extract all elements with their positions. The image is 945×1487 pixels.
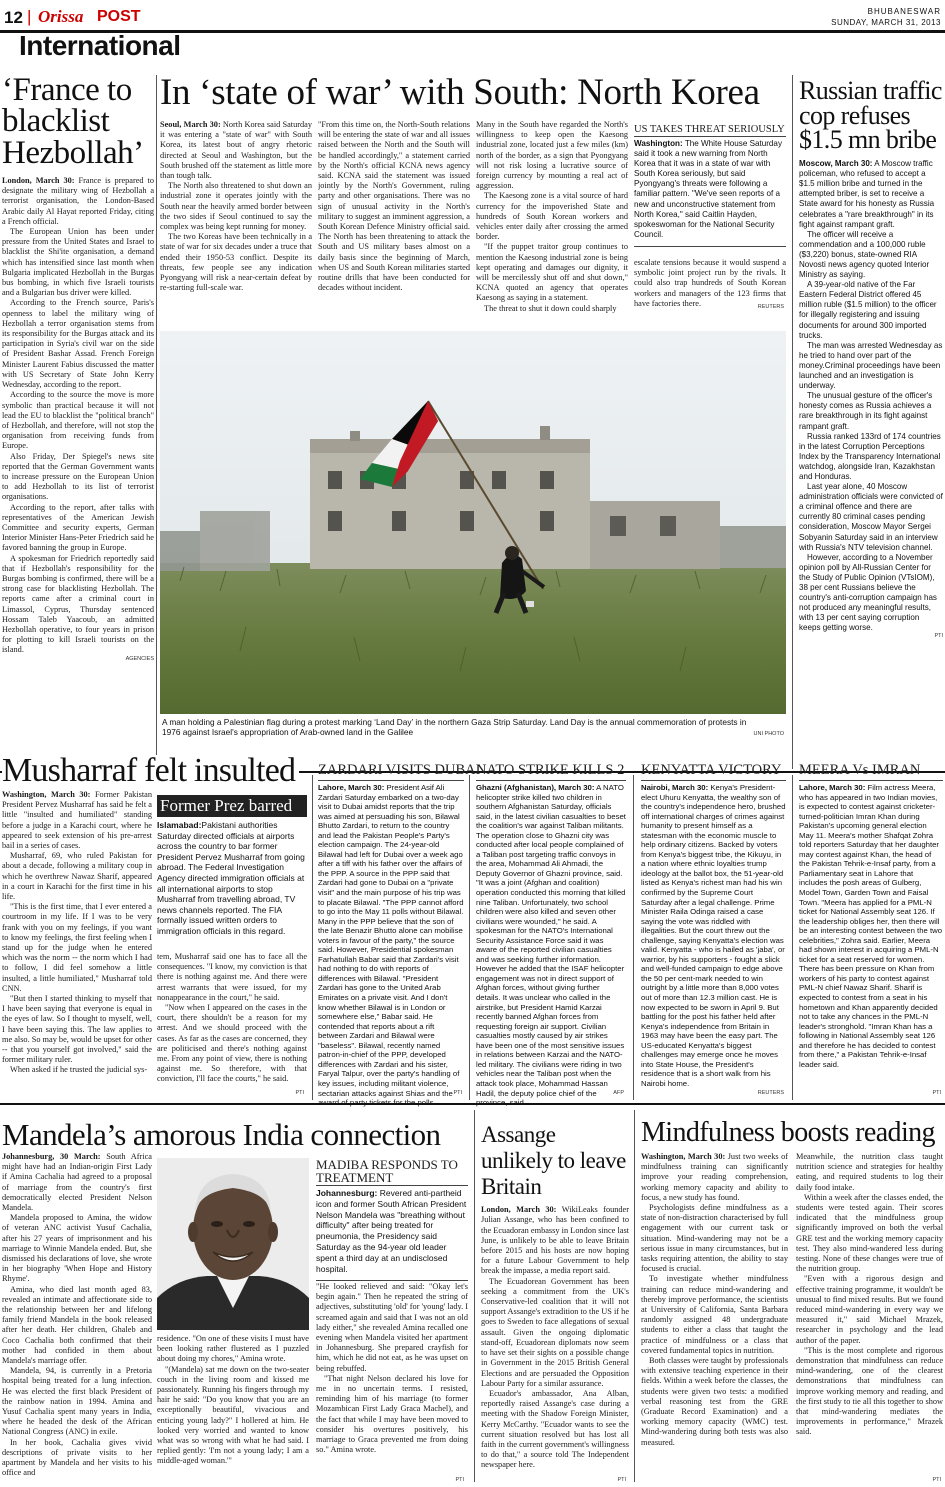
photo-credit: UNI PHOTO (753, 731, 784, 737)
story-kenyatta (641, 762, 786, 1109)
paragraph: The European Union has been under pressure from the United States and Israel to blacklist the Shi'ite organisation, a demand which has intensified since last month when Bulgaria implicated Hezbollah in the Burgas bus bombing, in which five Israeli tourists and a Bulgarian bus driver were killed. (2, 227, 154, 298)
korea-col-3 (476, 120, 628, 320)
korea-col-1 (160, 120, 312, 320)
paragraph: Mandela proposed to Amina, the widow of veteran ANC activist Yusuf Cachalia, after his 27 years of imprisonment and his marriage to Winnie Mandela ended. But, she dismissed his declarations of love, she wrote in her biography 'When Hope and History Rhyme'. (2, 1213, 152, 1284)
column-divider (633, 775, 634, 1100)
paragraph: The officer will receive a commendation and a 100,000 ruble ($3,220) bonus, state-owned RIA Novosti news agency quoted Interior Ministry as saying. (799, 229, 930, 280)
credit-zardari: PTI (453, 1090, 462, 1096)
dateline-korea: Seoul, March 30: (160, 120, 221, 129)
masthead (0, 0, 945, 64)
paragraph: President Asif Ali Zardari Saturday embarked on a two-day visit to Dubai amidst reports that the trip was aimed at persuading his son, Bilawal Bhutto Zardari, to return to the country and lead the Pakistan People's Party's election campaign. The 24-year-old Bilawal had left for Dubai over a week ago after a tiff with his father over the affairs of the PPP. A source in the PPP said that Zardari had gone to Dubai on a "private visit" and the main purpose of his trip was to placate Bilawal. "The PPP cannot afford to go into the May 11 polls without Bilawal. Many in the PPP believe that the son of the late Benazir Bhutto alone can mobilise voters in favour of the party," the source said. However, Presidential spokesman Farhatullah Babar said that Zardari's visit had nothing to do with reports of differences with Bilawal. "President Zardari has gone to the United Arab Emirates on a private visit. And I don't know whether Bilawal is in London or somewhere else," Babar said. He contended that reports about a rift between Zardari and Bilawal were "baseless". Bilawal, recently named patron-in-chief of the PPP, developed differences with Zardari and his sister, Faryal Talpur, over the party's handling of key issues, including militant violence, sectarian attacks against Shias and the award of party tickets for the polls. (318, 783, 464, 1108)
credit-mandela: PTI (455, 1477, 464, 1483)
box-text-mandela (316, 1188, 468, 1274)
headline-mindfulness: Mindfulness boosts reading (641, 1117, 935, 1148)
paragraph: "Even with a rigorous design and effective training programme, it wouldn't be unusual to find mixed results. But we found reduced mind-wandering in every way we measured it," said Michael Mrazek, researcher in psychology and the lead author of the paper. (796, 1274, 943, 1345)
body-hezbollah (2, 176, 154, 656)
dateline-nato: Ghazni (Afghanistan), March 30: (476, 783, 595, 792)
paragraph: Musharraf, 69, who ruled Pakistan for about a decade, following a military coup in which he overthrew Nawaz Sharif, appeared in a court in Karachi for the first time in his life. (2, 851, 152, 902)
dateline-mandela: Johannesburg, 30 March: (2, 1152, 101, 1161)
paragraph: Meanwhile, the nutrition class taught nutrition science and strategies for healthy eating, and required students to log their daily food intake. (796, 1152, 943, 1192)
paper-post: POST (97, 8, 141, 25)
korea-sidebar-box (634, 124, 786, 247)
paragraph: "If the puppet traitor group continues to mention the Kaesong industrial zone is being kept operating and damages our dignity, it will be mercilessly shut off and shut down," KCNA quoted an agency that operates Kaesong as saying in a statement. (476, 242, 628, 303)
paragraph: According to the source the move is more symbolic than practical because it will not lead the EU to blacklist the "political branch" of Hezbollah, and therefore, will not stop the organisation from receiving funds from Europe. (2, 390, 154, 451)
column-divider (792, 75, 793, 769)
story-korea (160, 72, 790, 113)
column-divider (469, 775, 470, 1100)
paragraph: However, according to a November opinion poll by All-Russian Center for the Study of Public Opinion (VTsIOM), 38 per cent Russians believe the country's anti-corruption campaign has not produced any meaningful results, with 13 per cent saying corruption keeps getting worse. (799, 552, 937, 633)
paragraph: WikiLeaks founder Julian Assange, who has been confined to the Ecuadoran embassy in London since last June, is unlikely to be able to leave Britain before 2015 and his hosts are now hoping for a future Labour Government to help break the impasse, a media report said. (481, 1205, 629, 1276)
paragraph: "He looked relieved and said: "Okay let's begin again." Then he repeated the string of adjectives, substituting 'old' for 'young' lady. I screamed again and said that I was not an old lady either," she revealed Amina recalled one evening when Mandela visited her apartment in Johannesburg. She prepared crayfish for him, which he did not eat, as he was upset on being rebuffed. (316, 1282, 468, 1373)
dateline-assange: London, March 30: (481, 1205, 557, 1215)
credit-musharraf: PTI (295, 1090, 304, 1096)
korea-col-4 (634, 258, 786, 310)
mandela-sidebar-box (316, 1158, 468, 1281)
credit-mindfulness: PTI (932, 1477, 941, 1483)
box-body: Pakistani authorities Saturday directed officials at airports across the country to bar former President Pervez Musharraf from going abroad. The Federal Investigation Agency directed immigration officials at all international airports to stop Musharraf from travelling abroad, TV news channels reported. The FIA formally issued written orders to immigration officials in this regard. (157, 820, 305, 936)
lead-hezbollah: France is prepared to designate the military wing of Hezbollah a terrorist organisation, the London-Based Arabic daily Al Hayat reported Friday, citing a French official. (2, 176, 154, 226)
paragraph: escalate tensions because it would suspend a symbolic joint project run by the rivals. It could also trap hundreds of South Korean workers and managers of the 123 firms that have factories there. (634, 258, 786, 308)
paragraph: "But then I started thinking to myself that I have been saying that everyone is equal in the eyes of law. So I thought to myself, well, I have been saying this. The law applies to me also. So may be, would be upset for other -- that you yourself got involved," said the former military ruler. (2, 994, 152, 1065)
box-title-mandela: MADIBA RESPONDS TO TREATMENT (316, 1158, 468, 1186)
paragraph: The two Koreas have been technically in a state of war for six decades under a truce that ended their 1950-53 conflict. Despite its threats, few people see any indication Pyongyang will risk a near-certain defeat by re-starting full-scale war. (160, 232, 312, 293)
mandela-portrait (157, 1158, 309, 1330)
section-title: International (19, 30, 181, 61)
story-nato (476, 762, 626, 1109)
paragraph: The Kaesong zone is a vital source of hard currency for the impoverished State and hundreds of South Korean workers and vehicles enter daily after crossing the armed border. (476, 191, 628, 242)
paragraph: Amina, who died last month aged 83, revealed an intimate and affectionate side to the relationship between her and lifelong family friend Mandela in the book released after her death. Her children, Ghaleb and Coco Cachalia both confirmed that their mother had confided in them about Mandela's marriage offer. (2, 1284, 152, 1366)
credit-meera: PTI (932, 1090, 941, 1096)
paragraph: "This is the first time, that I ever entered a courtroom in my life. If I was to be very frank with you on my feelings, if you want to know my feelings, the first feeling when I stand up for the judge when he entered which was the norm -- the norm which I had to follow, I did feel somehow a little insulted, a little humiliated," Musharraf told CNN. (2, 902, 152, 993)
paragraph: Also Friday, Der Spiegel's news site reported that the German Government wants to increase pressure on the European Union to add Hezbollah to its list of terrorist organisations. (2, 451, 154, 502)
paragraph: South Africa might have had an Indian-origin First Lady if Amina Cachalia had agreed to a proposal of marriage from the country's first democratically elected President Nelson Mandela. (2, 1152, 152, 1213)
paragraph: A NATO helicopter strike killed two children in southern Afghanistan Saturday, officials said, in the latest civilian casualties to beset the coalition's war against Taliban militants. The operation close to Ghazni city was conducted after local people complained of a Taliban post targeting traffic convoys in the area, Mohammad Ali Ahmadi, the Deputy Governor of Ghazni province, said. "It was a joint (Afghan and coalition) operation conducted this morning that killed nine Taliban. Unfortunately, two school children were also killed and seven other civilians were wounded," he said. A spokesman for the NATO's International Security Assistance Force said it was aware of the reported civilian casualties and was seeking further information. However he added that the ISAF helicopter engagement was not in direct support of Afghan forces, without giving further details. It was unclear who called in the airstrike, but President Hamid Karzai recently banned Afghan forces from requesting foreign air support. Civilian casualties mostly caused by air strikes have been one of the most sensitive issues in relations between Karzai and the NATO-led military. The civilians were riding in two vehicles near the Taliban post when the attack took place, Mohammad Hassan Hadil, the deputy police chief of the province, said. (476, 783, 626, 1108)
paper-name: Orissa (38, 7, 84, 26)
column-divider (312, 775, 313, 1100)
credit-assange: PTI (617, 1477, 626, 1483)
paragraph: North Korea said Saturday it was entering a "state of war" with South Korea, its latest bout of angry rhetoric directed at Seoul and Washington, but the South brushed off the statement as little more than tough talk. (160, 120, 312, 181)
paragraph: Last year alone, 40 Moscow administration officials were convicted of a criminal offence and there are currently 80 criminal cases pending consideration, Moscow Mayor Sergei Sobyanin Saturday said in an interview with Russia's NTV television channel. (799, 482, 943, 552)
paragraph: Within a week after the classes ended, the students were tested again. Their scores indicated that the mindfulness group significantly improved on both the verbal GRE test and the working memory capacity test. They also mind-wandered less during testing. None of these changes were true of the nutrition group. (796, 1192, 943, 1274)
masthead-separator: | (27, 7, 32, 26)
box-title-musharraf: Former Prez barred (157, 795, 307, 817)
dateline-zardari: Lahore, March 30: (318, 783, 385, 792)
paragraph: Both classes were taught by professionals with extensive teaching experience in their fields. Within a week before the classes, the students were given two tests: a modified verbal reasoning test from the GRE (Graduate Record Examination) and a working memory capacity (WMC) test. Mind-wandering during both tests was also measured. (641, 1356, 788, 1447)
paragraph: Russia ranked 133rd of 174 countries in the latest Corruption Perceptions Index by the Transparency International watchdog, alongside Iran, Kazakhstan and Honduras. (799, 431, 941, 481)
paragraph: Ecuador's ambassador, Ana Alban, reportedly raised Assange's case during a meeting with the Shadow Foreign Minister, Kerry McCarthy. "Ecuador wants to see the current situation resolved but has lost all faith in the current government's willingness to do that," a source told The Independent newspaper here. (481, 1388, 629, 1470)
photo-caption: A man holding a Palestinian flag during a protest marking ‘Land Day’ in the northern Gaza Strip Saturday. Land Day is the annual commemoration of protests in 1976 against Israel's appropriation of Arab-owned land in the Galilee (162, 717, 747, 737)
story-musharraf (2, 752, 312, 789)
headline-hezbollah: ‘France to blacklist Hezbollah’ (2, 72, 144, 171)
dateline-russia: Moscow, March 30: (799, 159, 873, 169)
date: SUNDAY, MARCH 31, 2013 (831, 18, 941, 27)
box-body: Revered anti-partheid icon and former South African President Nelson Mandela was "breathing without difficulty" after being treated for pneumonia, the Presidency said Saturday as the 94-year old leader spent a third day at an undisclosed hospital. (316, 1188, 467, 1274)
box-dateline: Islamabad: (157, 820, 202, 830)
paragraph: "From this time on, the North-South relations will be entering the state of war and all issues raised between the North and the South will be handled accordingly," a statement carried by the North's official KCNA news agency said. KCNA said the statement was issued jointly by the North's Government, ruling party and other organisations. There was no sign of unusual activity in the North's military to suggest an imminent aggression, a South Korean Defence Ministry official said. The North has been threatening to attack the South and US military bases almost on a daily basis since the beginning of March, when US and South Korean militaries started routine drills that have been conducted for decades without incident. (318, 120, 470, 293)
column-divider (792, 775, 793, 1100)
body-assange (481, 1205, 629, 1487)
paragraph: Film actress Meera, who has appeared in two Indian movies, is expected to contest against cricketer-turned-politician Imran Khan during Pakistan's upcoming general election May 11. Meera's mother Shafqat Zohra told reporters Saturday that her daughter may contest against Khan, the head of the Pakistan Tehrik-e-Insaf party, from a Parliamentary seat in Lahore that includes the posh areas of Gulberg, Model Town, Garden Town and Faisal Town. "Meera has applied for a PML-N ticket for National Assembly seat 126. If the leadership obliges her, then there will be an interesting contest between the two celebrities," Zohra said. Earlier, Meera had shown interest in acquiring a PML-N ticket for a seat reserved for women. There has been pressure on Khan from workers of his party to contest against PML-N chief Nawaz Sharif. Sharif is expected to contest from a seat in his hometown and Khan apparently decided not to take any chances in the PML-N leader's stronghold. "Imran Khan has a following in National Assembly seat 126 and therefore he has decided to contest from there," a Pakistan Tehrik-e-Insaf leader said. (799, 783, 943, 1069)
body-russia (799, 159, 943, 633)
column-divider (634, 1110, 635, 1482)
gaza-photo-illustration (160, 331, 786, 714)
paragraph: Just two weeks of mindfulness training can significantly improve your reading comprehension, working memory capacity and ability to focus, a new study has found. (641, 1152, 788, 1202)
credit-korea: REUTERS (757, 304, 784, 310)
headline-mandela: Mandela’s amorous India connection (2, 1117, 441, 1152)
gaza-photo (160, 331, 786, 714)
paragraph: A 39-year-old native of the Far Eastern Federal District offered 45 million ruble ($1.5 million) to the officer for illegally registering and issuing documents for around 300 imported trucks. (799, 280, 937, 340)
paragraph: Psychologists define mindfulness as a state of non-distraction characterised by full engagement with our current task or situation. Mind-wandering may not be a serious issue in many circumstances, but in tasks requiring attention, the ability to stay focused is crucial. (641, 1203, 788, 1274)
musharraf-sidebar-box (157, 795, 307, 937)
story-mindfulness (641, 1117, 943, 1148)
box-title-korea: US TAKES THREAT SERIOUSLY (634, 124, 785, 135)
column-divider (474, 1110, 475, 1482)
mindfulness-col-1 (641, 1152, 788, 1480)
dateline-musharraf: Washington, March 30: (2, 790, 91, 799)
section-divider (0, 1103, 945, 1105)
mandela-portrait-illustration (157, 1158, 309, 1330)
dateline-meera: Lahore, March 30: (799, 783, 866, 792)
paragraph: residence. "On one of these visits I must have been looking rather flustered as I puzzled about doing my chores," Amina wrote. (157, 1334, 309, 1364)
story-mandela (2, 1117, 472, 1152)
paragraph: "This is the most complete and rigorous demonstration that mindfulness can reduce mind-wandering, one of the clearest demonstrations that mindfulness can improve working memory and reading, and the first study to tie all this together to show that mind-wandering mediates the improvements in performance," Mrazek said. (796, 1345, 943, 1437)
headline-nato: NATO STRIKE KILLS 2 (476, 762, 626, 781)
headline-kenyatta: KENYATTA VICTORY (641, 762, 786, 781)
box-text-musharraf (157, 820, 307, 937)
paragraph: The North also threatened to shut down an industrial zone it operates jointly with the South near the heavily armed border between the two sides if Seoul continued to say the complex was being kept running for money. (160, 181, 312, 232)
credit-kenyatta: REUTERS (757, 1090, 784, 1096)
story-assange (481, 1122, 629, 1487)
mandela-col-3 (316, 1282, 468, 1476)
paragraph: Kenya's President-elect Uhuru Kenyatta, the wealthy son of the country's independence hero, brushed off international charges of crimes against humanity to present himself as a statesman with the economic muscle to help ordinary citizens. Backed by voters from Kenya's biggest tribe, the Kikuyu, in a nation where ethnic loyalties trump ideology at the ballot box, the 51-year-old listed as Kenya's richest man had his win confirmed by the Supreme Court Saturday after a legal challenge. Prime Minister Raila Odinga raised a case saying the vote was riddled with illegalities. But the court threw out the challenge, saying Kenyatta's election was valid. Kenyatta - who is hailed as 'jaba', or warrior, by his supporters - fought a slick and well-funded campaign to edge above the 50 per cent-mark needed to win outright by a little more than 8,000 votes out of more than 12.3 million cast. He is now expected to be sworn in April 9. But battling for the post his father held after Kenya's independence from Britain in 1963 may have been the easy part. The US-educated Kenyatta's biggest challenges may emerge once he moves into State House, the President's residence that is a short walk from his Nairobi home. (641, 783, 786, 1088)
paragraph: The man was arrested Wednesday as he tried to hand over part of the money.Criminal proceedings have been launched and an investigation is underway. (799, 340, 943, 391)
paragraph: The threat to shut it down could sharply (484, 303, 617, 313)
paragraph: The Ecuadorean Government has been seeking a commitment from the UK's Conservative-led coalition that it will not support Assange's extradition to the US if he goes to Sweden to face allegations of sexual assault. Given the ongoing diplomatic stand-off, Ecuadorean diplomats now seem to have set their sights on a possible change in Government in the 2015 British General Elections and are persuaded the Opposition Labour Party for a similar assurance. (481, 1276, 629, 1388)
paragraph: tem, Musharraf said one has to face all the consequences. "I know, my conviction is that there is nothing against me. And there were arrest warrants that were issued, for my nonappearance in the court," he said. (157, 952, 307, 1002)
headline-korea: In ‘state of war’ with South: North Korea (160, 72, 760, 113)
paragraph: According to the report, after talks with representatives of the American Jewish Committee and security experts, German Interior Minister Hans-Peter Friedrich said he favored banning the group in Europe. (2, 502, 154, 553)
headline-russia: Russian traffic cop refuses $1.5 mn bribe (799, 76, 942, 155)
paragraph: To investigate whether mindfulness training can reduce mind-wandering and thereby improve performance, the scientists at University of California, Santa Barbara randomly assigned 48 undergraduate students to either a class that taught the practice of mindfulness or a class that covered fundamental topics in nutrition. (641, 1274, 788, 1355)
credit-russia: PTI (934, 633, 943, 640)
korea-col-2 (318, 120, 470, 320)
mandela-col-1 (2, 1152, 152, 1484)
paragraph: "Now when I appeared on the cases in the court, there shouldn't be a reason for my arrest. And we should proceed with the cases. As far as the cases are concerned, they are politicised and there's nothing against me. From any point of view, there is nothing against me. So therefore, with that conviction, I'll face the courts," he said. (157, 1003, 307, 1084)
story-russia (799, 76, 943, 640)
headline-zardari: ZARDARI VISITS DUBAI (318, 762, 464, 781)
city: BHUBANESWAR (867, 7, 941, 16)
headline-assange: Assange unlikely to leave Britain (481, 1122, 626, 1199)
credit-nato: AFP (613, 1090, 624, 1096)
credit-hezbollah: AGENCIES (125, 655, 154, 662)
box-dateline: Johannesburg: (316, 1188, 378, 1198)
box-dateline: Washington: (634, 139, 683, 148)
paragraph: A spokesman for Friedrich reportedly said that if Hezbollah's responsibility for the Burgas bombing is confirmed, there will be a strong case for blacklisting Hezbollah. The reports came after a criminal court in Limassol, Cyprus, Thursday sentenced Hossam Taleb Yaacoub, an admitted Hezbollah operative, to four years in prison for plotting to kill Israeli tourists on the island. (2, 553, 154, 655)
mindfulness-col-2 (796, 1152, 943, 1480)
page-number: 12 (4, 8, 23, 27)
body-zardari (318, 783, 464, 1109)
paragraph: When asked if he trusted the judicial sys- (10, 1065, 148, 1075)
paragraph: Mandela, 94, is currently in a Pretoria hospital being treated for a lung infection. He was elected the first black President of the rainbow nation in 1994. Amina and Yusuf Cachalia spent many years in India, where he headed the desk of the African National Congress (ANC) in exile. (2, 1366, 152, 1437)
headline-musharraf: Musharraf felt insulted (2, 755, 299, 787)
dateline-mindfulness: Washington, March 30: (641, 1152, 726, 1161)
paragraph: In her book, Cachalia gives vivid descriptions of private visits to her apartment by Mandela and her visits to his office and (2, 1437, 152, 1478)
column-divider (156, 75, 157, 769)
paragraph: Many in the South have regarded the North's willingness to keep open the Kaesong industrial zone, located just a few miles (km) north of the border, as a sign that Pyongyang will not risk losing a lucrative source of foreign currency by mounting a real act of aggression. (476, 120, 628, 191)
musharraf-col-2 (157, 952, 307, 1092)
musharraf-col-1 (2, 790, 152, 1100)
box-body: The White House Saturday said it took a new warning from North Korea that it was in a state of war with South Korea seriously, but said Pyongyang's threats were following a familiar pattern. "We've seen reports of a new and unconstructive statement from North Korea," said Caitlin Hayden, spokeswoman for the National Security Council. (634, 139, 782, 239)
mandela-col-2 (157, 1334, 309, 1484)
dateline-hezbollah: London, March 30: (2, 176, 75, 186)
story-zardari (318, 762, 481, 1109)
paragraph: A Moscow traffic policeman, who refused to accept a $1.5 million bribe and turned in the attempted briber, is set to receive a State award for his honesty as Russia celebrates a "rare breakthrough" in its fight against rampant graft. (799, 159, 935, 229)
body-kenyatta (641, 783, 786, 1109)
box-text-korea (634, 139, 786, 240)
paragraph: "That night Nelson declared his love for me in no uncertain terms. I resisted, reminding him of his marriage (to former Mozambican First Lady Graca Machel), and the fact that while I may have been moved to consider his overtures positively, his marriage to Graca prevented me from doing so." Amina wrote. (316, 1373, 468, 1455)
paragraph: Former Pakistan President Pervez Musharraf has said he felt a little "insulted and humiliated" standing before a judge in a Karachi court, where he appeared to seek extension of his pre-arrest bail in a series of cases. (2, 790, 152, 851)
story-meera (799, 762, 943, 1109)
body-nato (476, 783, 626, 1109)
paragraph: "(Mandela) sat me down on the two-seater couch in the living room and kissed me passionately. Running his fingers through my hair he said: "Do you know that you are an exceptionally beautiful, vivacious and enticing young lady?" I hollered at him. He looked very worried and wanted to know what was so wrong with what he had said. I replied gently: 'I'm not a young lady; I am a middle-aged woman.'" (157, 1364, 309, 1466)
dateline-kenyatta: Nairobi, March 30: (641, 783, 709, 792)
headline-meera: MEERA Vs IMRAN (799, 762, 943, 781)
paragraph: The unusual gesture of the officer's honesty comes as Russia achieves a rare breakthrough in its fight against rampant graft. (799, 391, 933, 431)
story-hezbollah (2, 72, 154, 662)
body-meera (799, 783, 943, 1109)
paragraph: According to the French source, Paris's openness to label the military wing of Hezbollah a terror organisation stems from its responsibility for the Burgas attack and its participation in Syria's civil war on the side of President Bashar Assad. French Foreign Minister Laurent Fabius discussed the matter with US Secretary of State John Kerry Wednesday, according to the report. (2, 298, 154, 390)
